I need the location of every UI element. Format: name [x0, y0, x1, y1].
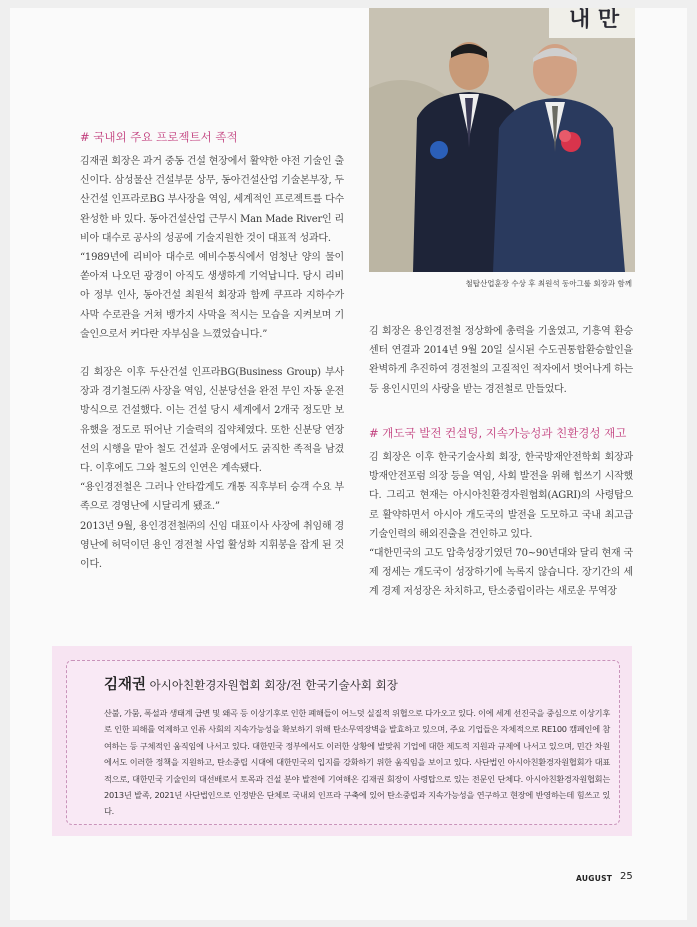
footer-month: AUGUST — [576, 874, 613, 883]
quote-paragraph: “용인경전철은 그러나 안타깝게도 개통 직후부터 승객 수요 부족으로 경영난에 시달리게 됐죠.” — [80, 482, 344, 513]
column-right-2 — [369, 448, 633, 602]
paragraph: 김 회장은 용인경전철 정상화에 총력을 기울였고, 기흥역 환승센터 연결과 2014년 9월 20일 실시된 수도권통합환승할인을 완벽하게 추진하여 경전철의 고질적인 적자에서 벗어나게 하는 등 용인시민의 사랑을 받는 경전철로 만들었다. — [369, 326, 633, 395]
bio-name: 김재권 — [104, 677, 147, 693]
bio-title — [104, 673, 398, 694]
bio-text: 산불, 가뭄, 폭설과 생태계 급변 및 왜곡 등 이상기후로 인한 폐해들이 어느덧 실질적 위협으로 다가오고 있다. 이에 세계 선진국을 중심으로 이상기후로 인한 피해를 억제하고 인류 사회의 지속가능성을 확보하기 위해 탄소무역장벽을 발효하고 있으며, 주요 기업들은 자체적으로 RE100 캠페인에 참여하는 등 구체적인 움직임에 나서고 있다. 대한민국 정부에서도 이러한 상황에 발맞춰 기업에 대한 제도적 지원과 규제에 나서고 있으며, 민간 차원에서도 이러한 정책을 지원하고, 탄소중립 시대에 대한민국의 입지를 강화하기 위한 움직임을 보이고 있다. 사단법인 아시아친환경자원협회가 대표적으로, 대한민국 기술인의 대선배로서 토목과 건설 분야 발전에 기여해온 김재권 회장이 사령탑으로 있는 전문인 단체다. 아시아친환경자원협회는 2013년 발족, 2021년 사단법인으로 인정받은 단체로 국내외 인프라 구축에 있어 탄소중립과 지속가능성을 연구하고 현장에 반영하는데 힘쓰고 있다. — [104, 708, 610, 817]
photo-award-ceremony — [369, 8, 635, 272]
bio-role: 아시아친환경자원협회 회장/전 한국기술사회 회장 — [146, 678, 398, 692]
paragraph: 김 회장은 이후 한국기술사회 회장, 한국방재안전학회 회장과 방재안전포럼 의장 등을 역임, 사회 발전을 위해 힘쓰기 시작했다. 그리고 현재는 아시아친환경자원협회(AGRI)의 사령탑으로 활약하면서 아시아 개도국의 발전을 도모하고 국내 최고급 기술인력의 해외진출을 견인하고 있다. — [369, 452, 633, 540]
photo-illustration — [369, 8, 635, 272]
photo-caption: 철탑산업훈장 수상 후 최원석 동아그룹 회장과 함께 — [465, 279, 632, 288]
quote-paragraph: “1989년에 리비아 대수로 예비수통식에서 엄청난 양의 물이 쏟아져 나오던 광경이 아직도 생생하게 기억납니다. 당시 리비아 정부 인사, 동아건설 최원석 회장과 함께 쿠프라 지하수가 사막 수로관을 거쳐 뱅가지 사막을 적시는 모습을 지켜보며 기술인으로서 커다란 자부심을 느꼈었습니다.” — [80, 252, 344, 340]
column-left — [80, 152, 344, 574]
paragraph: 김 회장은 이후 두산건설 인프라BG(Business Group) 부사장과 경기철도㈜ 사장을 역임, 신분당선을 완전 무인 자동 운전방식으로 건설했다. 이는 건설 당시 세계에서 2개국 정도만 보유했을 정도로 뛰어난 기술력의 집약체였다. 또한 신분당 연장선의 시행을 맡아 철도 건설과 운영에서도 굵직한 족적을 남겼다. 이후에도 그와 철도의 인연은 계속됐다. — [80, 367, 344, 475]
section-heading-consulting: # 개도국 발전 컨설팅, 지속가능성과 친환경성 재고 — [369, 426, 627, 440]
paragraph: 2013년 9월, 용인경전철㈜의 신임 대표이사 사장에 취임해 경영난에 허덕이던 용인 경전철 사업 활성화 지휘봉을 잡게 된 것이다. — [80, 520, 344, 571]
section-heading-projects: # 국내외 주요 프로젝트서 족적 — [80, 130, 238, 144]
svg-text:내 만: 내 만 — [569, 8, 620, 32]
spacer — [80, 344, 344, 363]
page-number: 25 — [620, 871, 633, 882]
quote-paragraph: “대한민국의 고도 압축성장기였던 70~90년대와 달리 현재 국제 정세는 개도국이 성장하기에 녹록지 않습니다. 장기간의 세계 경제 저성장은 차치하고, 탄소중립이라는 새로운 무역장 — [369, 548, 633, 598]
paragraph: 김재권 회장은 과거 중동 건설 현장에서 활약한 야전 기술인 출신이다. 삼성물산 건설부문 상무, 동아건설산업 기술본부장, 두산건설 인프라로BG 부사장을 역임, 세계적인 프로젝트를 다수 완성한 바 있다. 동아건설산업 근무시 Man Made River인 리비아 대수로 공사의 성공에 기술지원한 것이 대표적 성과다. — [80, 156, 344, 244]
column-right — [369, 322, 633, 399]
